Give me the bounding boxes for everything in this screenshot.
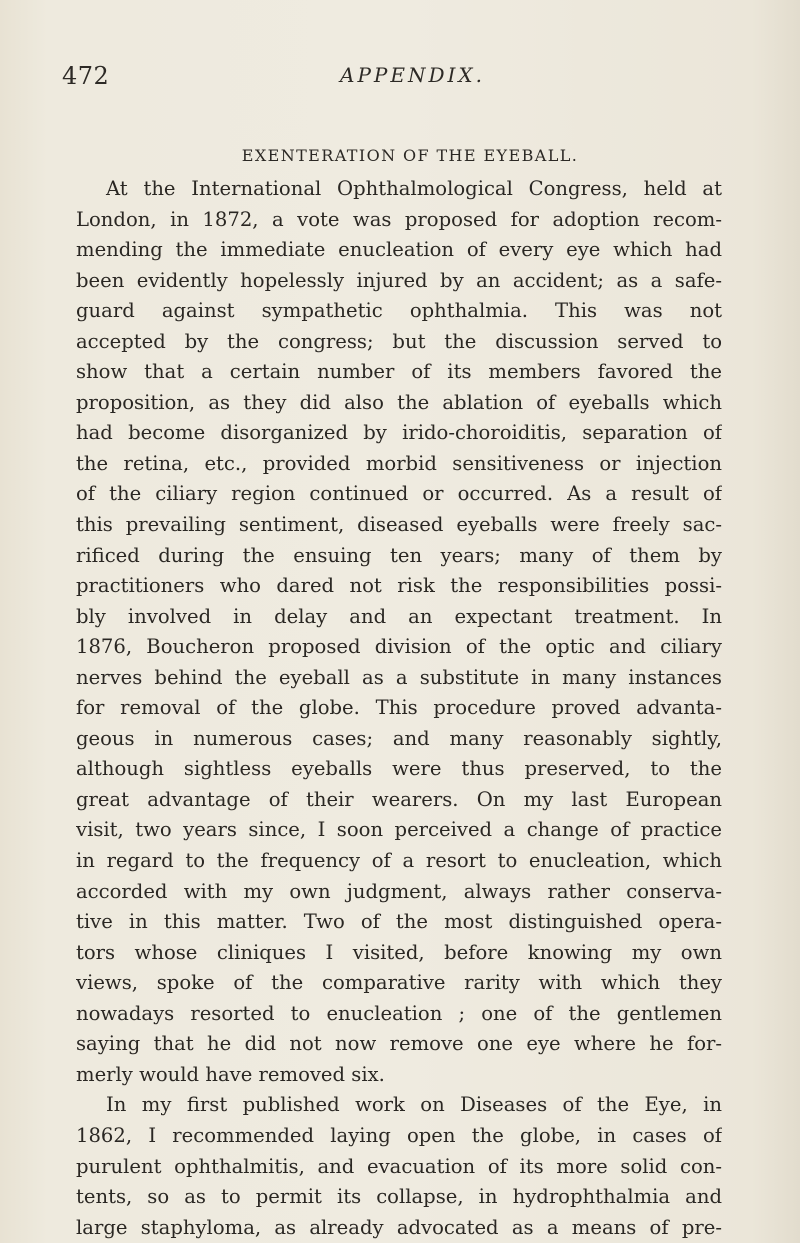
text-line: tents, so as to permit its collapse, in hydrophthalmia and xyxy=(76,1185,722,1209)
section-heading: EXENTERATION OF THE EYEBALL. xyxy=(241,146,579,165)
text-line: views, spoke of the comparative rarity with which they xyxy=(76,971,722,995)
text-line: the retina, etc., provided morbid sensitiveness or injection xyxy=(76,451,722,475)
text-line: practitioners who dared not risk the responsibilities possi- xyxy=(76,574,722,598)
text-line: tors whose cliniques I visited, before knowing my own xyxy=(76,940,722,964)
text-line: accepted by the congress; but the discussion served to xyxy=(76,329,722,353)
text-line: purulent ophthalmitis, and evacuation of its more solid con- xyxy=(76,1154,722,1178)
text-line: guard against sympathetic ophthalmia. This was not xyxy=(76,299,722,323)
text-line: 1876, Boucheron proposed division of the optic and ciliary xyxy=(76,635,722,659)
text-line: show that a certain number of its members favored the xyxy=(76,360,722,384)
text-line: great advantage of their wearers. On my last European xyxy=(76,787,722,811)
text-line: tive in this matter. Two of the most distinguished opera- xyxy=(76,910,722,934)
text-line: rificed during the ensuing ten years; many of them by xyxy=(76,543,722,567)
text-line: nowadays resorted to enucleation ; one of the gentlemen xyxy=(76,1001,722,1025)
text-line: this prevailing sentiment, diseased eyeballs were freely sac- xyxy=(76,513,722,537)
body-text xyxy=(76,174,722,1243)
text-line: geous in numerous cases; and many reasonably sightly, xyxy=(76,726,722,750)
text-line: of the ciliary region continued or occurred. As a result of xyxy=(76,482,722,506)
text-line: saying that he did not now remove one eye where he for- xyxy=(76,1032,722,1056)
text-line: had become disorganized by irido-choroiditis, separation of xyxy=(76,421,722,445)
text-line: nerves behind the eyeball as a substitute in many instances xyxy=(76,665,722,689)
text-line: At the International Ophthalmological Congress, held at xyxy=(106,177,722,200)
text-line: proposition, as they did also the ablation of eyeballs which xyxy=(76,390,722,414)
text-line: for removal of the globe. This procedure proved advanta- xyxy=(76,696,722,720)
text-line: large staphyloma, as already advocated as a means of pre- xyxy=(76,1215,722,1239)
text-line: London, in 1872, a vote was proposed for adoption recom- xyxy=(76,207,722,231)
text-line: merly would have removed six. xyxy=(76,1062,385,1086)
text-line: bly involved in delay and an expectant treatment. In xyxy=(76,604,722,628)
page-number: 472 xyxy=(62,62,110,90)
text-line: visit, two years since, I soon perceived a change of practice xyxy=(76,818,722,842)
text-line: 1862, I recommended laying open the globe, in cases of xyxy=(76,1123,722,1147)
text-line: mending the immediate enucleation of every eye which had xyxy=(76,238,722,262)
text-line: In my first published work on Diseases of the Eye, in xyxy=(106,1093,722,1117)
running-title: APPENDIX. xyxy=(340,63,485,87)
text-line: accorded with my own judgment, always rather conserva- xyxy=(76,879,722,903)
running-head xyxy=(62,62,800,102)
text-line: although sightless eyeballs were thus preserved, to the xyxy=(76,757,722,781)
text-line: in regard to the frequency of a resort to enucleation, which xyxy=(76,849,722,873)
text-line: been evidently hopelessly injured by an accident; as a safe- xyxy=(76,268,722,292)
